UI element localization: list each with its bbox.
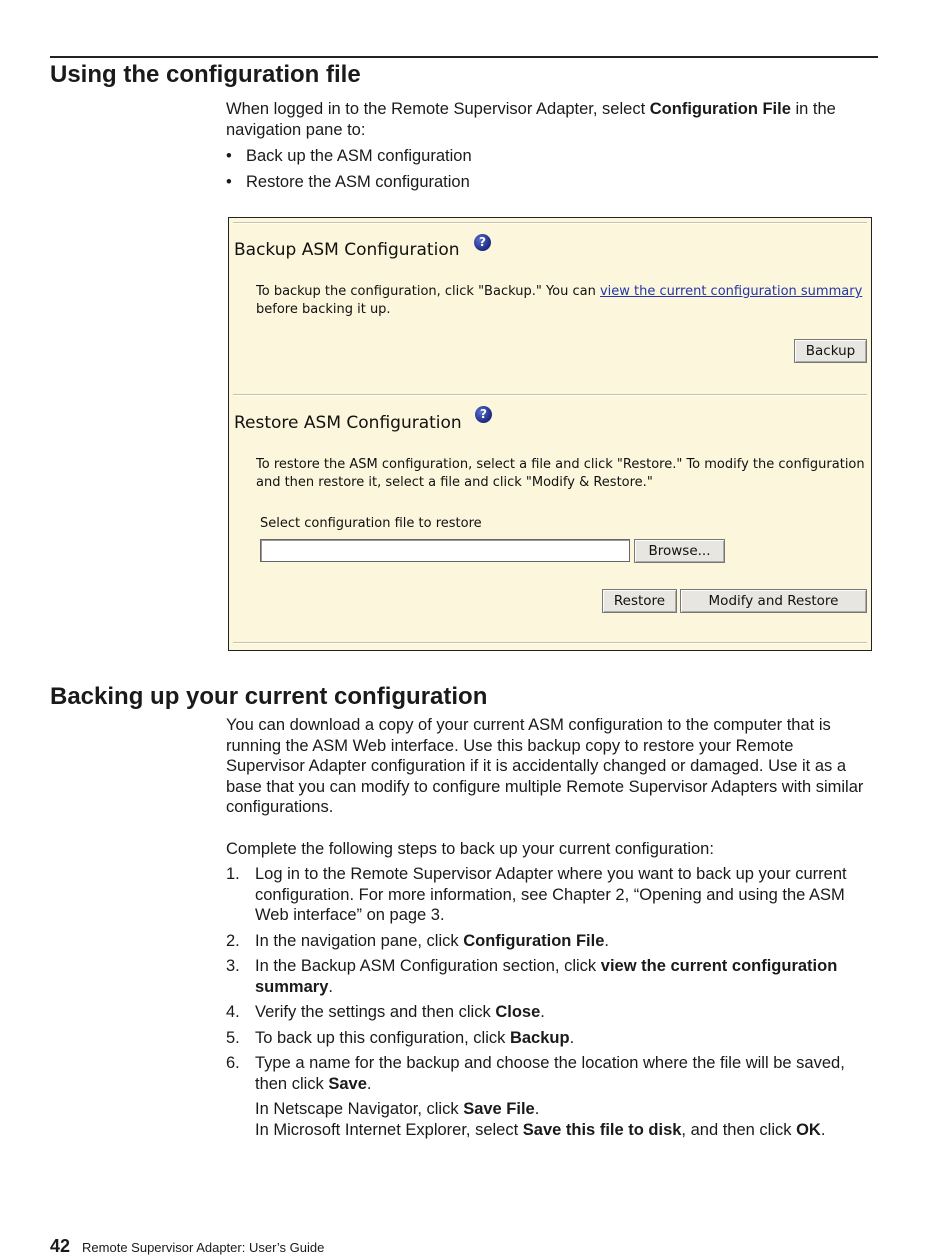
- section1-body: [226, 99, 876, 197]
- step-item: [226, 931, 876, 952]
- bullet-list: [226, 146, 876, 192]
- steps-list: [226, 864, 876, 1094]
- step-number: 6.: [226, 1054, 240, 1072]
- ie-note: [226, 1120, 876, 1141]
- section-heading-backing-up: Backing up your current configuration: [50, 683, 488, 710]
- step-number: 3.: [226, 957, 240, 975]
- section2-body: [226, 715, 876, 1140]
- step-number: 1.: [226, 865, 240, 883]
- restore-file-input[interactable]: [260, 539, 630, 562]
- intro-bold: Configuration File: [649, 100, 791, 118]
- footer-title: Remote Supervisor Adapter: User’s Guide: [82, 1240, 325, 1255]
- step-text-end: .: [540, 1003, 545, 1021]
- steps-intro: Complete the following steps to back up your current configuration:: [226, 839, 714, 858]
- bullet-item: • Restore the ASM configuration: [226, 172, 876, 193]
- browse-button[interactable]: Browse...: [634, 539, 725, 563]
- step-text: Type a name for the backup and choose the location where the file will be saved, then click: [255, 1054, 845, 1093]
- step-text: To back up this configuration, click: [255, 1028, 510, 1047]
- step-text: In the Backup ASM Configuration section, click: [255, 957, 601, 975]
- page-number: 42: [50, 1236, 71, 1256]
- divider: [233, 222, 867, 224]
- step-number: 2.: [226, 931, 240, 950]
- top-rule: [50, 56, 878, 58]
- intro-paragraph: [226, 99, 876, 140]
- note-text: In Microsoft Internet Explorer, select: [255, 1120, 523, 1139]
- backup-text: To backup the configuration, click "Backup." You can: [256, 284, 600, 299]
- intro-text-end: in the navigation pane to:: [226, 100, 836, 139]
- restore-instructions: To restore the ASM configuration, select a file and click "Restore." To modify the configuration and then restore it, select a file and click "Modify & Restore.": [256, 457, 865, 490]
- restore-button[interactable]: Restore: [602, 589, 677, 613]
- help-icon[interactable]: ?: [474, 234, 491, 251]
- step-bold: Configuration File: [463, 931, 605, 950]
- view-config-summary-link[interactable]: view the current configuration summary: [599, 284, 863, 299]
- file-select-label: Select configuration file to restore: [260, 516, 482, 531]
- step-bold: Backup: [509, 1028, 570, 1047]
- step-number: 4.: [226, 1003, 240, 1021]
- backup-paragraph: You can download a copy of your current ASM configuration to the computer that is running the ASM Web interface. Use this backup copy to restore your Remote Supervisor Adapter configuration if it is accidentally changed or damaged. Use it as a base that you can modify to configure multiple Remote Supervisor Adapters with similar configurations.: [226, 716, 864, 816]
- modify-and-restore-button[interactable]: Modify and Restore: [680, 589, 867, 613]
- config-file-screenshot: [228, 217, 872, 651]
- note-text-mid: , and then click: [681, 1120, 797, 1139]
- note-bold: OK: [796, 1120, 821, 1139]
- step-text-end: .: [366, 1074, 372, 1093]
- step-text-end: .: [328, 977, 333, 996]
- step-item: [226, 956, 876, 997]
- step-bold: view the current configuration summary: [255, 957, 838, 996]
- step-text: Verify the settings and then click: [255, 1003, 496, 1021]
- note-bold: Save File: [463, 1100, 535, 1118]
- step-text-end: .: [569, 1028, 575, 1047]
- step-text-end: .: [604, 931, 609, 950]
- page-footer: [50, 1236, 324, 1257]
- step-bold: Save: [328, 1074, 367, 1093]
- note-bold: Save this file to disk: [522, 1120, 682, 1139]
- bullet-item: • Back up the ASM configuration: [226, 146, 876, 167]
- restore-section-title: Restore ASM Configuration: [234, 413, 462, 433]
- step-item: [226, 1002, 876, 1023]
- divider: [233, 394, 867, 396]
- netscape-note: [226, 1099, 876, 1120]
- step-item: [226, 1053, 876, 1094]
- intro-text: When logged in to the Remote Supervisor Adapter, select: [226, 100, 650, 118]
- step-number: 5.: [226, 1028, 240, 1047]
- help-icon[interactable]: ?: [475, 406, 492, 423]
- step-item: [226, 864, 876, 926]
- note-text-end: .: [820, 1120, 826, 1139]
- note-text-end: .: [534, 1100, 540, 1118]
- backup-text-end: before backing it up.: [256, 302, 391, 317]
- backup-section-title: Backup ASM Configuration: [234, 240, 460, 260]
- backup-button[interactable]: Backup: [794, 339, 867, 363]
- backup-instructions: [256, 283, 866, 319]
- step-text: Log in to the Remote Supervisor Adapter where you want to back up your current configuration. For more information, see Chapter 2, “Opening and using the ASM Web interface” on page 3.: [255, 865, 847, 924]
- step-bold: Close: [495, 1003, 541, 1021]
- step-text: In the navigation pane, click: [255, 931, 464, 950]
- section-heading-config-file: Using the configuration file: [50, 61, 361, 88]
- note-text: In Netscape Navigator, click: [255, 1100, 464, 1118]
- step-item: [226, 1028, 876, 1049]
- divider: [233, 642, 867, 644]
